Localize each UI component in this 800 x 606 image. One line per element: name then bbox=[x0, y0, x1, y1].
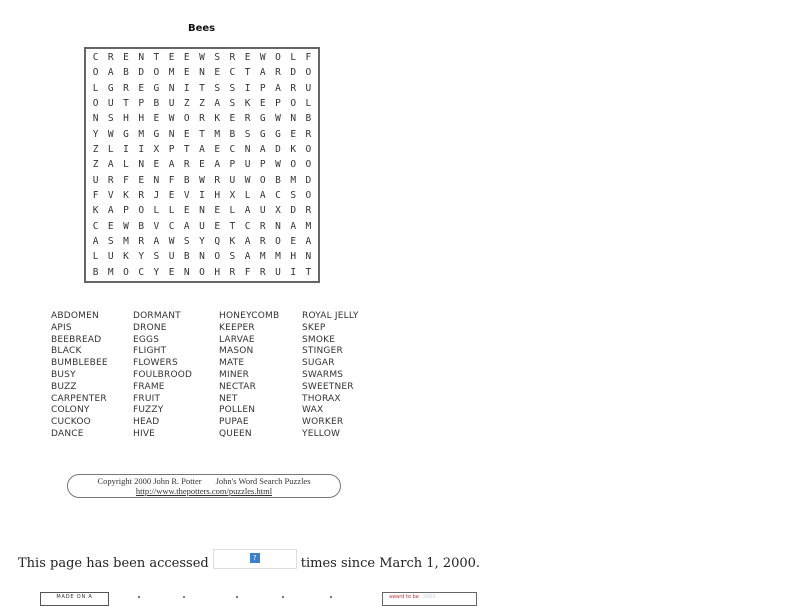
grid-letter: Y bbox=[138, 251, 145, 263]
grid-letter: X bbox=[275, 205, 281, 217]
grid-letter: N bbox=[168, 128, 175, 140]
grid-letter: A bbox=[305, 236, 312, 248]
grid-letter: K bbox=[123, 190, 129, 202]
grid-letter: O bbox=[275, 52, 281, 64]
grid-letter: E bbox=[244, 52, 251, 64]
grid-letter: A bbox=[107, 67, 114, 79]
grid-letter: U bbox=[168, 251, 175, 263]
award-badge[interactable] bbox=[382, 592, 477, 606]
grid-letter: P bbox=[259, 159, 266, 171]
grid-letter: L bbox=[168, 205, 175, 217]
grid-letter: U bbox=[229, 174, 236, 186]
grid-letter: W bbox=[107, 128, 114, 140]
grid-letter: V bbox=[153, 220, 160, 232]
word-list-item: PUPAE bbox=[219, 417, 249, 428]
grid-letter: O bbox=[259, 174, 266, 186]
grid-letter: T bbox=[199, 128, 205, 140]
copyright-text: Copyright 2000 John R. Potter bbox=[97, 476, 202, 486]
word-list-item: WAX bbox=[302, 405, 324, 416]
word-list-item: POLLEN bbox=[219, 405, 256, 416]
word-list-item: SWEETNER bbox=[302, 381, 354, 392]
access-suffix: times since March 1, 2000. bbox=[300, 555, 481, 571]
word-list-item: HIVE bbox=[133, 428, 156, 439]
grid-letter: I bbox=[290, 266, 297, 278]
grid-letter: E bbox=[138, 174, 145, 186]
grid-letter: Y bbox=[92, 128, 99, 140]
grid-letter: N bbox=[153, 174, 160, 186]
grid-letter: E bbox=[214, 205, 221, 217]
grid-letter: K bbox=[123, 251, 129, 263]
word-list-item: FRUIT bbox=[133, 393, 161, 404]
grid-letter: S bbox=[214, 82, 221, 94]
grid-letter: E bbox=[168, 190, 175, 202]
grid-letter: W bbox=[275, 159, 281, 171]
word-list-item: FUZZY bbox=[133, 405, 164, 416]
grid-letter: G bbox=[275, 128, 281, 140]
grid-letter: E bbox=[123, 52, 129, 64]
word-list-item: DANCE bbox=[51, 428, 84, 439]
grid-letter: M bbox=[275, 251, 281, 263]
grid-letter: A bbox=[168, 159, 175, 171]
grid-letter: Z bbox=[183, 98, 190, 110]
word-list-item: THORAX bbox=[302, 393, 341, 404]
separator-dot bbox=[236, 596, 238, 598]
grid-letter: V bbox=[107, 190, 114, 202]
grid-letter: K bbox=[244, 98, 251, 110]
broken-image-icon: ? bbox=[250, 553, 260, 563]
grid-letter: R bbox=[305, 128, 312, 140]
grid-letter: U bbox=[199, 220, 205, 232]
grid-letter: G bbox=[153, 128, 160, 140]
grid-letter: T bbox=[244, 67, 251, 79]
grid-letter: C bbox=[168, 220, 175, 232]
grid-letter: G bbox=[123, 128, 129, 140]
page-title: Bees bbox=[188, 23, 216, 34]
word-list-item: QUEEN bbox=[219, 428, 252, 439]
grid-letter: C bbox=[92, 52, 99, 64]
grid-letter: N bbox=[305, 251, 312, 263]
grid-letter: W bbox=[275, 113, 281, 125]
grid-letter: O bbox=[305, 159, 312, 171]
word-list-item: MASON bbox=[219, 346, 254, 357]
made-on-badge[interactable]: MADE ON A bbox=[40, 592, 109, 606]
grid-letter: M bbox=[305, 220, 312, 232]
grid-letter: G bbox=[107, 82, 114, 94]
grid-letter: L bbox=[153, 205, 160, 217]
grid-letter: A bbox=[92, 236, 99, 248]
grid-letter: V bbox=[183, 190, 190, 202]
grid-letter: O bbox=[92, 67, 99, 79]
grid-letter: S bbox=[244, 128, 251, 140]
grid-letter: P bbox=[229, 159, 236, 171]
grid-letter: U bbox=[168, 98, 175, 110]
grid-letter: U bbox=[305, 82, 312, 94]
grid-letter: B bbox=[183, 174, 190, 186]
grid-letter: E bbox=[183, 67, 190, 79]
grid-letter: E bbox=[183, 205, 190, 217]
grid-letter: S bbox=[107, 236, 114, 248]
grid-letter: R bbox=[107, 174, 114, 186]
grid-letter: T bbox=[199, 82, 205, 94]
word-list-item: BUMBLEBEE bbox=[51, 358, 108, 369]
grid-letter: O bbox=[153, 67, 160, 79]
grid-letter: R bbox=[290, 82, 297, 94]
grid-letter: Q bbox=[214, 236, 221, 248]
word-list-column-2 bbox=[133, 311, 192, 441]
grid-letter: E bbox=[229, 113, 236, 125]
grid-letter: L bbox=[123, 159, 129, 171]
grid-letter: I bbox=[244, 82, 251, 94]
word-list-item: ABDOMEN bbox=[51, 311, 99, 321]
word-list-item: SMOKE bbox=[302, 334, 336, 345]
word-list-item: WORKER bbox=[302, 417, 344, 428]
grid-letter: U bbox=[244, 159, 251, 171]
grid-letter: M bbox=[290, 174, 297, 186]
grid-letter: S bbox=[183, 236, 190, 248]
grid-letter: A bbox=[290, 220, 297, 232]
grid-letter: R bbox=[183, 159, 190, 171]
grid-letter: D bbox=[275, 144, 281, 156]
access-prefix: This page has been accessed bbox=[18, 555, 209, 571]
grid-letter: N bbox=[199, 205, 205, 217]
grid-letter: X bbox=[153, 144, 160, 156]
grid-letter: C bbox=[92, 220, 99, 232]
grid-letter: R bbox=[305, 205, 312, 217]
grid-letter: K bbox=[229, 236, 236, 248]
word-list-item: KEEPER bbox=[219, 322, 255, 333]
grid-letter: E bbox=[290, 236, 297, 248]
grid-letter: A bbox=[183, 220, 190, 232]
grid-letter: Z bbox=[92, 159, 99, 171]
grid-letter: I bbox=[123, 144, 129, 156]
hit-counter-image bbox=[213, 549, 297, 569]
grid-letter: E bbox=[214, 220, 221, 232]
separator-dot bbox=[282, 596, 284, 598]
grid-letter: H bbox=[123, 113, 129, 125]
grid-letter: C bbox=[244, 220, 251, 232]
grid-letter: G bbox=[259, 128, 266, 140]
grid-letter: R bbox=[229, 266, 236, 278]
grid-letter: T bbox=[183, 144, 190, 156]
word-list-item: HEAD bbox=[133, 417, 160, 428]
grid-letter: H bbox=[290, 251, 297, 263]
copyright-box bbox=[67, 474, 341, 498]
grid-letter: M bbox=[123, 236, 129, 248]
grid-letter: O bbox=[290, 98, 297, 110]
grid-letter: A bbox=[275, 82, 281, 94]
grid-letter: B bbox=[92, 266, 99, 278]
separator-dot bbox=[330, 596, 332, 598]
grid-letter: Z bbox=[92, 144, 99, 156]
grid-letter: B bbox=[123, 67, 129, 79]
grid-letter: N bbox=[199, 251, 205, 263]
grid-letter: S bbox=[214, 52, 221, 64]
grid-letter: L bbox=[107, 144, 114, 156]
grid-letter: B bbox=[305, 113, 312, 125]
word-list-item: NECTAR bbox=[219, 381, 257, 392]
word-list-item: YELLOW bbox=[302, 428, 341, 439]
grid-letter: U bbox=[107, 251, 114, 263]
grid-letter: I bbox=[199, 190, 205, 202]
grid-letter: U bbox=[92, 174, 99, 186]
grid-letter: W bbox=[168, 236, 175, 248]
grid-letter: R bbox=[259, 220, 266, 232]
grid-letter: B bbox=[229, 128, 236, 140]
grid-letter: O bbox=[305, 67, 312, 79]
word-list-item: STINGER bbox=[302, 346, 343, 357]
grid-letter: P bbox=[275, 98, 281, 110]
grid-letter: D bbox=[305, 174, 312, 186]
grid-letter: E bbox=[107, 220, 114, 232]
grid-letter: H bbox=[214, 266, 221, 278]
grid-letter: M bbox=[107, 266, 114, 278]
word-list-item: BLACK bbox=[51, 346, 82, 357]
grid-letter: P bbox=[138, 98, 145, 110]
word-list-item: EGGS bbox=[133, 334, 160, 345]
grid-letter: N bbox=[92, 113, 99, 125]
access-counter-line bbox=[18, 553, 480, 573]
grid-letter: N bbox=[199, 67, 205, 79]
word-list-item: FLIGHT bbox=[133, 346, 167, 357]
grid-letter: O bbox=[275, 236, 281, 248]
word-list-column-4 bbox=[302, 311, 359, 441]
grid-letter: E bbox=[153, 159, 160, 171]
grid-letter: L bbox=[229, 205, 236, 217]
grid-letter: D bbox=[138, 67, 145, 79]
grid-letter: R bbox=[107, 52, 114, 64]
grid-letter: O bbox=[92, 98, 99, 110]
grid-letter: P bbox=[168, 144, 175, 156]
grid-letter: E bbox=[183, 128, 190, 140]
grid-letter: S bbox=[153, 251, 160, 263]
word-list-item: DRONE bbox=[133, 322, 167, 333]
grid-letter: O bbox=[305, 190, 312, 202]
grid-letter: U bbox=[107, 98, 114, 110]
grid-letter: C bbox=[229, 144, 236, 156]
grid-letter: B bbox=[275, 174, 281, 186]
grid-letter: A bbox=[214, 159, 221, 171]
grid-letter: Z bbox=[199, 98, 205, 110]
word-list-item: CUCKOO bbox=[51, 417, 91, 428]
grid-letter: R bbox=[123, 82, 129, 94]
grid-letter: E bbox=[168, 266, 175, 278]
grid-letter: R bbox=[214, 174, 221, 186]
grid-letter: R bbox=[138, 190, 145, 202]
grid-letter: M bbox=[259, 251, 266, 263]
grid-letter: A bbox=[244, 251, 251, 263]
grid-letter: N bbox=[168, 82, 175, 94]
grid-letter: B bbox=[153, 98, 160, 110]
grid-letter: J bbox=[153, 190, 160, 202]
word-list-column-1 bbox=[51, 311, 108, 441]
word-list-item: FRAME bbox=[133, 381, 165, 392]
grid-letter: L bbox=[92, 251, 99, 263]
grid-letter: C bbox=[229, 67, 236, 79]
word-list-column-3 bbox=[219, 311, 279, 441]
word-list-item: LARVAE bbox=[219, 334, 255, 345]
grid-letter: P bbox=[123, 205, 129, 217]
grid-letter: R bbox=[199, 113, 205, 125]
grid-letter: S bbox=[229, 98, 236, 110]
grid-letter: C bbox=[138, 266, 145, 278]
grid-letter: A bbox=[259, 67, 266, 79]
grid-letter: I bbox=[138, 144, 145, 156]
word-list-item: NET bbox=[219, 393, 238, 404]
grid-letter: R bbox=[138, 236, 145, 248]
grid-letter: R bbox=[229, 52, 236, 64]
grid-letter: S bbox=[229, 82, 236, 94]
grid-letter: X bbox=[229, 190, 236, 202]
word-list-item: SKEP bbox=[302, 322, 326, 333]
grid-letter: A bbox=[107, 205, 114, 217]
grid-letter: D bbox=[290, 67, 297, 79]
grid-letter: N bbox=[275, 220, 281, 232]
word-list-item: BUZZ bbox=[51, 381, 77, 392]
grid-letter: F bbox=[244, 266, 251, 278]
puzzle-site-link[interactable]: http://www.thepotters.com/puzzles.html bbox=[135, 486, 273, 496]
grid-letter: E bbox=[214, 144, 221, 156]
grid-letter: E bbox=[183, 52, 190, 64]
grid-letter: O bbox=[183, 113, 190, 125]
grid-letter: A bbox=[244, 236, 251, 248]
grid-letter: U bbox=[275, 266, 281, 278]
word-list-item: CARPENTER bbox=[51, 393, 107, 404]
award-faded-text: 2000 bbox=[422, 594, 436, 600]
grid-letter: L bbox=[305, 98, 312, 110]
grid-letter: N bbox=[290, 113, 297, 125]
grid-letter: A bbox=[107, 159, 114, 171]
grid-letter: S bbox=[229, 251, 236, 263]
word-list-item: MINER bbox=[219, 369, 250, 380]
grid-letter: T bbox=[153, 52, 160, 64]
word-list-item: BUSY bbox=[51, 369, 76, 380]
grid-letter: A bbox=[199, 144, 205, 156]
grid-letter: E bbox=[259, 98, 266, 110]
grid-letter: C bbox=[275, 190, 281, 202]
grid-letter: E bbox=[290, 128, 297, 140]
grid-letter: O bbox=[138, 205, 145, 217]
grid-letter: E bbox=[138, 82, 145, 94]
word-list-item: FLOWERS bbox=[133, 358, 178, 369]
word-search-grid bbox=[84, 47, 320, 283]
grid-letter: T bbox=[123, 98, 129, 110]
grid-letter: F bbox=[92, 190, 99, 202]
grid-letter: E bbox=[199, 159, 205, 171]
grid-letter: L bbox=[92, 82, 99, 94]
word-list-item: ROYAL JELLY bbox=[302, 311, 359, 321]
grid-letter: B bbox=[183, 251, 190, 263]
grid-letter: M bbox=[168, 67, 175, 79]
grid-letter: N bbox=[244, 144, 251, 156]
word-list-item: FOULBROOD bbox=[133, 369, 193, 380]
grid-letter: U bbox=[259, 205, 266, 217]
grid-letter: K bbox=[290, 144, 297, 156]
grid-letter: E bbox=[168, 52, 175, 64]
grid-letter: R bbox=[259, 266, 266, 278]
grid-letter: F bbox=[305, 52, 312, 64]
grid-letter: R bbox=[275, 67, 281, 79]
separator-dot bbox=[183, 596, 185, 598]
grid-letter: O bbox=[305, 144, 312, 156]
word-list-item: COLONY bbox=[51, 405, 90, 416]
grid-letter: A bbox=[153, 236, 160, 248]
grid-letter: N bbox=[138, 159, 145, 171]
grid-letter: A bbox=[214, 98, 221, 110]
grid-letter: K bbox=[92, 205, 99, 217]
grid-letter: G bbox=[153, 82, 160, 94]
word-list-item: SUGAR bbox=[302, 358, 335, 369]
grid-letter: K bbox=[214, 113, 221, 125]
grid-letter: W bbox=[199, 174, 205, 186]
puzzle-site-name: John's Word Search Puzzles bbox=[215, 476, 311, 486]
grid-letter: B bbox=[138, 220, 145, 232]
grid-letter: F bbox=[168, 174, 175, 186]
grid-letter: Y bbox=[153, 266, 160, 278]
grid-letter: F bbox=[123, 174, 129, 186]
grid-letter: S bbox=[290, 190, 297, 202]
word-list-item: DORMANT bbox=[133, 311, 181, 321]
grid-letter: A bbox=[244, 205, 251, 217]
grid-letter: T bbox=[305, 266, 312, 278]
grid-letter: O bbox=[214, 251, 221, 263]
grid-letter: P bbox=[259, 82, 266, 94]
grid-letter: E bbox=[153, 113, 160, 125]
grid-letter: L bbox=[290, 52, 297, 64]
word-list-item: HONEYCOMB bbox=[219, 311, 280, 321]
grid-letter: M bbox=[138, 128, 145, 140]
grid-letter: H bbox=[138, 113, 145, 125]
word-list-item: SWARMS bbox=[302, 369, 344, 380]
grid-letter: W bbox=[259, 52, 266, 64]
grid-letter: E bbox=[214, 67, 221, 79]
grid-letter: O bbox=[199, 266, 205, 278]
grid-letter: W bbox=[244, 174, 251, 186]
grid-letter: H bbox=[214, 190, 221, 202]
grid-letter: O bbox=[123, 266, 129, 278]
grid-letter: S bbox=[107, 113, 114, 125]
grid-letter: N bbox=[138, 52, 145, 64]
grid-letter: T bbox=[229, 220, 236, 232]
grid-letter: M bbox=[214, 128, 221, 140]
grid-letter: W bbox=[123, 220, 129, 232]
grid-letter: O bbox=[290, 159, 297, 171]
grid-letter: Y bbox=[199, 236, 205, 248]
word-list-item: APIS bbox=[51, 322, 72, 333]
grid-letter: A bbox=[259, 144, 266, 156]
separator-dot bbox=[138, 596, 140, 598]
grid-letter: R bbox=[244, 113, 251, 125]
grid-letter: G bbox=[259, 113, 266, 125]
grid-letter: A bbox=[259, 190, 266, 202]
grid-letter: L bbox=[244, 190, 251, 202]
grid-letter: W bbox=[168, 113, 175, 125]
grid-letter: I bbox=[183, 82, 190, 94]
grid-letter: D bbox=[290, 205, 297, 217]
word-list-item: BEEBREAD bbox=[51, 334, 102, 345]
grid-letter: R bbox=[259, 236, 266, 248]
grid-letter: W bbox=[199, 52, 205, 64]
word-list-item: MATE bbox=[219, 358, 245, 369]
grid-letter: N bbox=[183, 266, 190, 278]
award-text: award to be bbox=[389, 594, 419, 600]
